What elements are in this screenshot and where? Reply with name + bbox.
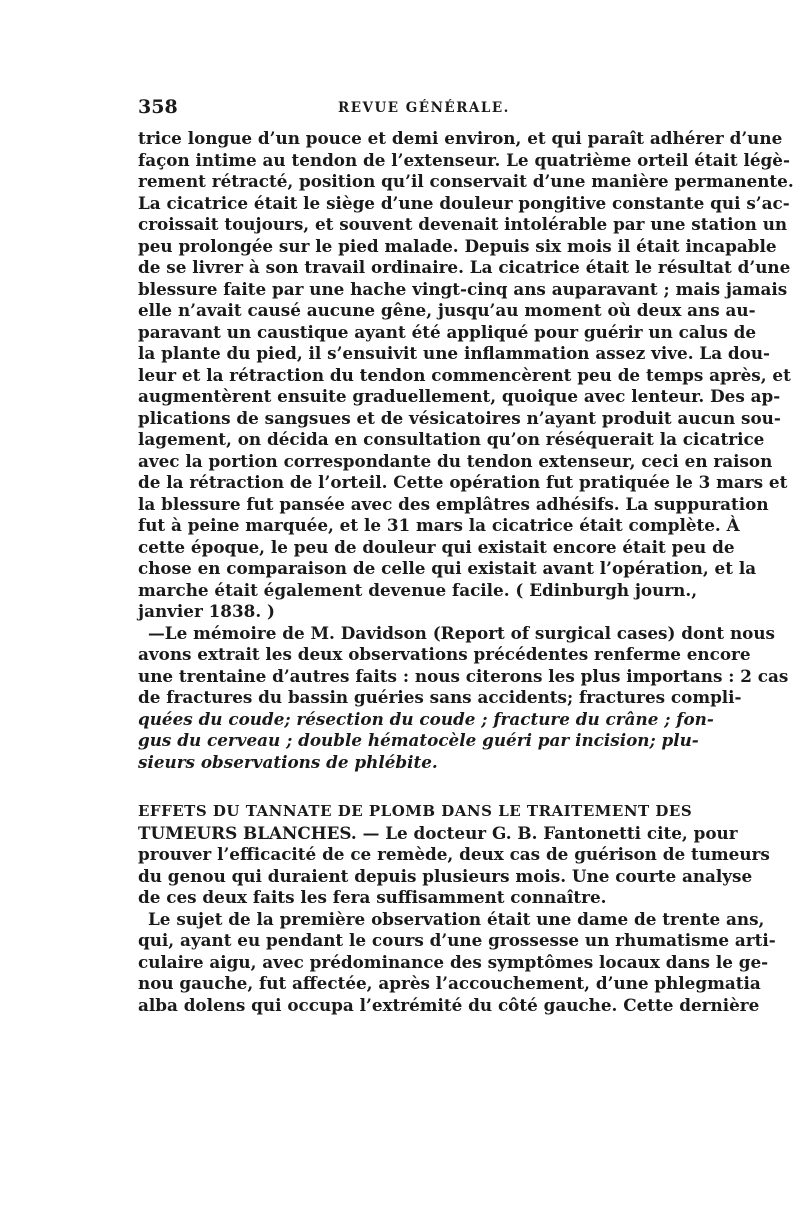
text-line: prouver l’efficacité de ce remède, deux cas de guérison de tumeurs bbox=[138, 844, 770, 864]
text-line: TUMEURS BLANCHES. — Le docteur G. B. Fantonetti cite, pour bbox=[138, 822, 738, 843]
text-line: de se livrer à son travail ordinaire. La cicatrice était le résultat d’une bbox=[138, 257, 791, 277]
journal-title: REVUE GÉNÉRALE. bbox=[338, 100, 510, 116]
text-line: de la rétraction de l’orteil. Cette opération fut pratiquée le 3 mars et bbox=[138, 472, 788, 492]
text-line: cette époque, le peu de douleur qui existait encore était peu de bbox=[138, 536, 735, 557]
text-line: augmentèrent ensuite graduellement, quoique avec lenteur. Des ap- bbox=[138, 386, 781, 406]
text-line: lagement, on décida en consultation qu’on réséquerait la cicatrice bbox=[138, 429, 765, 449]
text-line: quées du coude; résection du coude ; fracture du crâne ; fon- bbox=[138, 708, 714, 729]
text-line: de fractures du bassin guéries sans accidents; fractures compli- bbox=[138, 687, 742, 707]
text-line: La cicatrice était le siège d’une douleur pongitive constante qui s’ac- bbox=[138, 192, 790, 213]
text-line: elle n’avait causé aucune gêne, jusqu’au moment où deux ans au- bbox=[138, 300, 756, 320]
text-line: nou gauche, fut affectée, après l’accouchement, d’une phlegmatia bbox=[138, 973, 761, 993]
text-line: leur et la rétraction du tendon commencèrent peu de temps après, et bbox=[138, 364, 791, 385]
text-line: blessure faite par une hache vingt-cinq ans auparavant ; mais jamais bbox=[138, 278, 788, 299]
text-line: la blessure fut pansée avec des emplâtres adhésifs. La suppuration bbox=[138, 493, 769, 514]
text-line: croissait toujours, et souvent devenait intolérable par une station un bbox=[138, 214, 788, 234]
text-line: de ces deux faits les fera suffisamment connaître. bbox=[138, 887, 607, 907]
text-line: alba dolens qui occupa l’extrémité du côté gauche. Cette dernière bbox=[138, 994, 760, 1015]
text-line: rement rétracté, position qu’il conservait d’une manière permanente. bbox=[138, 171, 794, 191]
text-line: plications de sangsues et de vésicatoires n’ayant produit aucun sou- bbox=[138, 407, 781, 428]
text-line: Le sujet de la première observation était une dame de trente ans, bbox=[148, 908, 765, 929]
text-line: peu prolongée sur le pied malade. Depuis six mois il était incapable bbox=[138, 235, 777, 256]
text-line: janvier 1838. ) bbox=[138, 601, 275, 621]
running-head bbox=[138, 96, 674, 122]
text-line: avons extrait les deux observations précédentes renferme encore bbox=[138, 644, 751, 664]
text-line: gus du cerveau ; double hématocèle guéri par incision; plu- bbox=[138, 730, 699, 750]
section-spacer bbox=[138, 773, 674, 801]
text-line: fut à peine marquée, et le 31 mars la cicatrice était complète. À bbox=[138, 515, 740, 535]
section-heading-line: EFFETS DU TANNATE DE PLOMB DANS LE TRAITEMENT DES bbox=[138, 802, 693, 820]
text-line: marche était également devenue facile. ( Edinburgh journ., bbox=[138, 579, 698, 600]
text-line: culaire aigu, avec prédominance des symptômes locaux dans le ge- bbox=[138, 951, 769, 972]
text-line: sieurs observations de phlébite. bbox=[138, 751, 438, 772]
text-line: avec la portion correspondante du tendon extenseur, ceci en raison bbox=[138, 450, 773, 471]
text-line: paravant un caustique ayant été appliqué pour guérir un calus de bbox=[138, 321, 757, 342]
text-line: une trentaine d’autres faits : nous citerons les plus importans : 2 cas bbox=[138, 665, 789, 686]
text-line: chose en comparaison de celle qui existait avant l’opération, et la bbox=[138, 558, 757, 578]
body-text bbox=[138, 128, 794, 1016]
text-line: du genou qui duraient depuis plusieurs mois. Une courte analyse bbox=[138, 865, 753, 886]
text-line: la plante du pied, il s’ensuivit une inflammation assez vive. La dou- bbox=[138, 343, 771, 363]
text-line: trice longue d’un pouce et demi environ, et qui paraît adhérer d’une bbox=[138, 128, 783, 148]
text-line: —Le mémoire de M. Davidson (Report of surgical cases) dont nous bbox=[148, 622, 775, 643]
text-line: façon intime au tendon de l’extenseur. Le quatrième orteil était légè- bbox=[138, 149, 790, 170]
page-number: 358 bbox=[138, 96, 178, 118]
text-line: qui, ayant eu pendant le cours d’une grossesse un rhumatisme arti- bbox=[138, 930, 776, 950]
